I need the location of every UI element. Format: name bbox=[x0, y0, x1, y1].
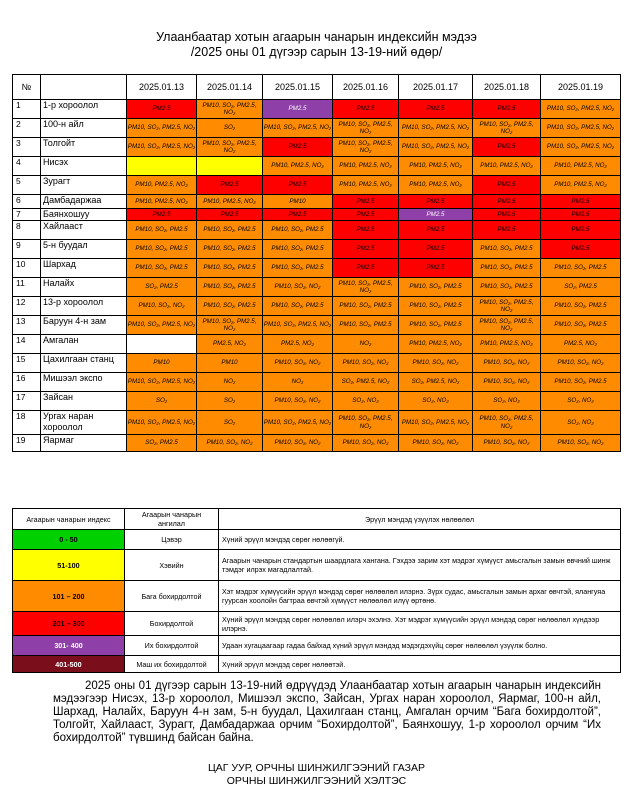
aqi-cell: PM10, SO₂, PM2.5, NO₂ bbox=[541, 138, 621, 157]
aqi-cell: PM10, SO₂, PM2.5 bbox=[399, 316, 473, 335]
aqi-cell: PM2.5, NO₂ bbox=[197, 335, 263, 354]
legend-class: Хэвийн bbox=[125, 550, 219, 581]
aqi-cell: PM10, SO₂, NO₂ bbox=[541, 354, 621, 373]
aqi-cell: PM10, SO₂, NO₂ bbox=[263, 278, 333, 297]
aqi-cell: PM10, PM2.5, NO₂ bbox=[127, 195, 197, 209]
legend-range: 101 – 200 bbox=[13, 581, 125, 612]
aqi-cell: PM10 bbox=[263, 195, 333, 209]
table-row bbox=[13, 435, 621, 452]
legend-range: 301- 400 bbox=[13, 636, 125, 656]
aqi-cell: PM10, SO₂, PM2.5, NO₂ bbox=[263, 119, 333, 138]
station-name: Толгойт bbox=[41, 138, 127, 157]
aqi-cell: PM2.5 bbox=[541, 240, 621, 259]
aqi-cell: PM10, SO₂, PM2.5, NO₂ bbox=[263, 316, 333, 335]
aqi-cell: PM10, SO₂, PM2.5, NO₂ bbox=[263, 411, 333, 435]
aqi-cell: PM2.5 bbox=[399, 259, 473, 278]
legend-effect: Хүний эрүүл мэндэд сөрөг нөлөөлөл илэрч эхэлнэ. Хэт мэдрэг хүмүүсийн эрүүл мэндэд сөрөг нөлөөлөл хүндээр илэрнэ. bbox=[219, 612, 621, 636]
aqi-cell: PM2.5 bbox=[541, 195, 621, 209]
row-number: 12 bbox=[13, 297, 41, 316]
legend-range: 51-100 bbox=[13, 550, 125, 581]
aqi-cell: PM10, SO₂, PM2.5 bbox=[541, 316, 621, 335]
table-row bbox=[13, 138, 621, 157]
aqi-cell: PM10, SO₂, NO₂ bbox=[263, 354, 333, 373]
aqi-cell: PM10, SO₂, NO₂ bbox=[333, 354, 399, 373]
aqi-cell: PM2.5 bbox=[473, 221, 541, 240]
row-number: 15 bbox=[13, 354, 41, 373]
aqi-cell: PM10, SO₂, PM2.5 bbox=[541, 259, 621, 278]
aqi-cell: SO₂, PM2.5 bbox=[127, 435, 197, 452]
aqi-cell: PM10, SO₂, NO₂ bbox=[399, 435, 473, 452]
aqi-cell: PM10, SO₂, PM2.5, NO₂ bbox=[473, 119, 541, 138]
aqi-cell: PM2.5 bbox=[127, 100, 197, 119]
aqi-cell: PM10, SO₂, PM2.5 bbox=[127, 259, 197, 278]
aqi-cell: PM10, SO₂, PM2.5 bbox=[399, 297, 473, 316]
legend-class: Бохирдолтой bbox=[125, 612, 219, 636]
aqi-cell: PM10, SO₂, PM2.5, NO₂ bbox=[127, 373, 197, 392]
row-number: 8 bbox=[13, 221, 41, 240]
row-number: 14 bbox=[13, 335, 41, 354]
aqi-cell: PM10, PM2.5, NO₂ bbox=[399, 176, 473, 195]
aqi-cell: PM10, SO₂, PM2.5, NO₂ bbox=[541, 119, 621, 138]
aqi-cell: PM2.5 bbox=[399, 209, 473, 221]
legend-effect: Удаан хугацаагаар гадаа байхад хүний эрүүл мэндэд мэдэгдэхүйц сөрөг нөлөөлөл үзүүлж болно. bbox=[219, 636, 621, 656]
aqi-cell: PM2.5 bbox=[541, 209, 621, 221]
aqi-cell bbox=[127, 157, 197, 176]
aqi-cell: PM10, SO₂, NO₂ bbox=[541, 435, 621, 452]
aqi-cell: PM10, SO₂, PM2.5 bbox=[127, 240, 197, 259]
row-number: 1 bbox=[13, 100, 41, 119]
aqi-cell: SO₂ bbox=[197, 119, 263, 138]
aqi-cell bbox=[127, 335, 197, 354]
aqi-cell: PM10, PM2.5, NO₂ bbox=[197, 195, 263, 209]
aqi-cell: SO₂ bbox=[127, 392, 197, 411]
aqi-cell: PM10, SO₂, PM2.5, NO₂ bbox=[399, 411, 473, 435]
aqi-cell: NO₂ bbox=[263, 373, 333, 392]
aqi-cell: PM10, SO₂, PM2.5 bbox=[263, 240, 333, 259]
table-row bbox=[13, 259, 621, 278]
aqi-cell: PM2.5 bbox=[197, 176, 263, 195]
table-row bbox=[13, 157, 621, 176]
aqi-cell: PM10, SO₂, PM2.5 bbox=[197, 221, 263, 240]
aqi-cell: PM10, SO₂, PM2.5 bbox=[197, 278, 263, 297]
aqi-cell: SO₂ bbox=[197, 411, 263, 435]
aqi-cell: PM10, SO₂, PM2.5 bbox=[399, 278, 473, 297]
aqi-cell: PM10, SO₂, NO₂ bbox=[473, 354, 541, 373]
aqi-cell: PM10, SO₂, PM2.5 bbox=[197, 297, 263, 316]
aqi-cell: PM2.5 bbox=[333, 195, 399, 209]
legend-table bbox=[12, 508, 621, 673]
row-number: 13 bbox=[13, 316, 41, 335]
summary-text: 2025 оны 01 дүгээр сарын 13-19-ний өдрүүдэд Улаанбаатар хотын агаарын чанарын индексийн мэдээгээр Нисэх, 13-р хороолол, Мишээл экспо, Зайсан, Ургах наран хороолол, Яармаг, 100-н айл, Шархад, Налайх, Баруун 4-н зам, 5-н буудал, Цахилгаан станц, Амгалан орчим “Бага бохирдолтой”, Толгойт, Хайлааст, Зурагт, Дамбадаржаа орчим “Бохирдолтой”, Баянхошуу, 1-р хороолол орчим “Их бохирдолтой” түвшинд байсан байна. bbox=[53, 680, 601, 744]
aqi-cell: SO₂, NO₂ bbox=[541, 411, 621, 435]
aqi-cell: PM10, SO₂, PM2.5 bbox=[127, 221, 197, 240]
footer-line-2: ОРЧНЫ ШИНЖИЛГЭЭНИЙ ХЭЛТЭС bbox=[226, 775, 407, 787]
station-name: 1-р хороолол bbox=[41, 100, 127, 119]
aqi-cell: PM10, SO₂, PM2.5, NO₂ bbox=[473, 411, 541, 435]
aqi-cell: PM2.5 bbox=[473, 100, 541, 119]
row-number: 10 bbox=[13, 259, 41, 278]
legend-range: 0 - 50 bbox=[13, 530, 125, 550]
aqi-cell: PM10, SO₂, NO₂ bbox=[127, 297, 197, 316]
station-name: 13-р хороолол bbox=[41, 297, 127, 316]
aqi-cell: PM2.5 bbox=[399, 195, 473, 209]
aqi-cell: SO₂, PM2.5, NO₂ bbox=[399, 373, 473, 392]
legend-body bbox=[13, 509, 621, 673]
legend-header-index: Агаарын чанарын индекс bbox=[13, 509, 125, 530]
date-header: 2025.01.15 bbox=[263, 75, 333, 100]
aqi-cell: PM10, SO₂, NO₂ bbox=[263, 392, 333, 411]
table-row bbox=[13, 100, 621, 119]
aqi-cell: PM2.5 bbox=[263, 138, 333, 157]
aqi-cell: PM2.5 bbox=[263, 176, 333, 195]
aqi-cell: PM10, SO₂, NO₂ bbox=[333, 435, 399, 452]
aqi-cell: PM2.5 bbox=[399, 240, 473, 259]
aqi-cell: PM10, SO₂, PM2.5, NO₂ bbox=[541, 100, 621, 119]
aqi-cell: PM10, SO₂, NO₂ bbox=[473, 435, 541, 452]
aqi-cell: PM10, PM2.5, NO₂ bbox=[333, 157, 399, 176]
date-header: 2025.01.19 bbox=[541, 75, 621, 100]
legend-effect: Агаарын чанарын стандартын шаардлага хангана. Гэхдээ зарим хэт мэдрэг хүмүүст амьсгалын замын өвчний шинж тэмдэг илрэх магадлалтай. bbox=[219, 550, 621, 581]
table-row bbox=[13, 354, 621, 373]
legend-effect: Хүний эрүүл мэндэд сөрөг нөлөөгүй. bbox=[219, 530, 621, 550]
row-number: 18 bbox=[13, 411, 41, 435]
table-row bbox=[13, 316, 621, 335]
legend-class: Цэвэр bbox=[125, 530, 219, 550]
aqi-cell: PM10, SO₂, PM2.5 bbox=[333, 316, 399, 335]
row-number: 16 bbox=[13, 373, 41, 392]
aqi-cell: PM10, SO₂, NO₂ bbox=[399, 354, 473, 373]
report-title bbox=[0, 30, 633, 60]
legend-row bbox=[13, 656, 621, 673]
aqi-cell: SO₂, PM2.5 bbox=[127, 278, 197, 297]
legend-range: 201 – 300 bbox=[13, 612, 125, 636]
aqi-cell: NO₂ bbox=[197, 373, 263, 392]
row-number: 4 bbox=[13, 157, 41, 176]
aqi-cell: PM2.5 bbox=[197, 209, 263, 221]
legend-header-class: Агаарын чанарын ангилал bbox=[125, 509, 219, 530]
aqi-cell: PM10, SO₂, PM2.5, NO₂ bbox=[473, 297, 541, 316]
footer bbox=[0, 762, 633, 788]
table-row bbox=[13, 297, 621, 316]
station-name: Шархад bbox=[41, 259, 127, 278]
aqi-cell: PM2.5 bbox=[333, 100, 399, 119]
footer-line-1: ЦАГ УУР, ОРЧНЫ ШИНЖИЛГЭЭНИЙ ГАЗАР bbox=[207, 762, 425, 774]
aqi-cell: SO₂, PM2.5, NO₂ bbox=[333, 373, 399, 392]
aqi-cell: PM10, SO₂, NO₂ bbox=[263, 435, 333, 452]
aqi-cell bbox=[197, 157, 263, 176]
aqi-cell: PM2.5 bbox=[473, 195, 541, 209]
legend-class: Бага бохирдолтой bbox=[125, 581, 219, 612]
aqi-cell: PM10, SO₂, PM2.5 bbox=[541, 297, 621, 316]
table-row bbox=[13, 335, 621, 354]
aqi-cell: PM10, SO₂, PM2.5 bbox=[263, 221, 333, 240]
aqi-cell: PM10, SO₂, PM2.5 bbox=[473, 278, 541, 297]
aqi-cell: PM10, PM2.5, NO₂ bbox=[399, 335, 473, 354]
aqi-cell: PM10, SO₂, PM2.5, NO₂ bbox=[197, 316, 263, 335]
row-number: 6 bbox=[13, 195, 41, 209]
table-row bbox=[13, 373, 621, 392]
aqi-cell: PM10, PM2.5, NO₂ bbox=[473, 335, 541, 354]
station-name: Амгалан bbox=[41, 335, 127, 354]
row-number: 19 bbox=[13, 435, 41, 452]
aqi-cell: PM10, SO₂, PM2.5, NO₂ bbox=[333, 411, 399, 435]
legend-row bbox=[13, 612, 621, 636]
aqi-cell: PM10, SO₂, NO₂ bbox=[197, 435, 263, 452]
aqi-cell: SO₂ bbox=[197, 392, 263, 411]
aqi-cell: PM2.5 bbox=[473, 209, 541, 221]
aqi-cell: PM10, PM2.5, NO₂ bbox=[263, 157, 333, 176]
table-row bbox=[13, 278, 621, 297]
legend-row bbox=[13, 550, 621, 581]
date-header: 2025.01.13 bbox=[127, 75, 197, 100]
aqi-cell: PM10, SO₂, PM2.5 bbox=[197, 240, 263, 259]
aqi-cell: PM10, SO₂, NO₂ bbox=[473, 373, 541, 392]
aqi-cell: PM10, SO₂, PM2.5, NO₂ bbox=[333, 278, 399, 297]
table-row bbox=[13, 411, 621, 435]
legend-row bbox=[13, 530, 621, 550]
aqi-cell: PM2.5 bbox=[263, 100, 333, 119]
legend-effect: Хүний эрүүл мэндэд сөрөг нөлөөтэй. bbox=[219, 656, 621, 673]
title-line-2: /2025 оны 01 дүгээр сарын 13-19-ний өдөр/ bbox=[190, 45, 443, 59]
aqi-cell: PM10, SO₂, PM2.5, NO₂ bbox=[127, 138, 197, 157]
legend-row bbox=[13, 636, 621, 656]
summary-paragraph bbox=[53, 680, 601, 745]
aqi-cell: SO₂, NO₂ bbox=[399, 392, 473, 411]
station-name: 100-н айл bbox=[41, 119, 127, 138]
aqi-cell: PM10, SO₂, PM2.5, NO₂ bbox=[399, 119, 473, 138]
table-row bbox=[13, 221, 621, 240]
station-name: Зайсан bbox=[41, 392, 127, 411]
aqi-cell: PM10, PM2.5, NO₂ bbox=[473, 157, 541, 176]
aqi-cell: PM10, SO₂, PM2.5 bbox=[263, 297, 333, 316]
aqi-cell: PM2.5 bbox=[127, 209, 197, 221]
date-header: 2025.01.14 bbox=[197, 75, 263, 100]
aqi-cell: PM10, SO₂, PM2.5 bbox=[473, 259, 541, 278]
station-name: Хайлааст bbox=[41, 221, 127, 240]
legend-header-row bbox=[13, 509, 621, 530]
station-name: Нисэх bbox=[41, 157, 127, 176]
aqi-cell: PM10, PM2.5, NO₂ bbox=[399, 157, 473, 176]
date-header: 2025.01.17 bbox=[399, 75, 473, 100]
aqi-cell: SO₂, NO₂ bbox=[541, 392, 621, 411]
station-name: Цахилгаан станц bbox=[41, 354, 127, 373]
row-number: 2 bbox=[13, 119, 41, 138]
table-row bbox=[13, 240, 621, 259]
aqi-cell: PM10, PM2.5, NO₂ bbox=[333, 176, 399, 195]
aqi-cell: PM10, SO₂, PM2.5, NO₂ bbox=[197, 138, 263, 157]
station-name: Дамбадаржаа bbox=[41, 195, 127, 209]
aqi-cell: PM10, SO₂, PM2.5, NO₂ bbox=[473, 316, 541, 335]
aqi-cell: PM2.5 bbox=[333, 221, 399, 240]
aqi-cell: PM2.5, NO₂ bbox=[541, 335, 621, 354]
station-name: Ургах наран хороолол bbox=[41, 411, 127, 435]
table-row bbox=[13, 119, 621, 138]
table-row bbox=[13, 392, 621, 411]
aqi-cell: PM2.5, NO₂ bbox=[263, 335, 333, 354]
station-name: 5-н буудал bbox=[41, 240, 127, 259]
aqi-cell: PM10, SO₂, PM2.5, NO₂ bbox=[197, 100, 263, 119]
aqi-cell: PM10 bbox=[127, 354, 197, 373]
legend-row bbox=[13, 581, 621, 612]
aqi-cell: PM10, SO₂, PM2.5 bbox=[333, 297, 399, 316]
row-number: 5 bbox=[13, 176, 41, 195]
date-header: 2025.01.18 bbox=[473, 75, 541, 100]
aqi-cell: PM2.5 bbox=[399, 221, 473, 240]
table-row bbox=[13, 195, 621, 209]
aqi-cell: NO₂ bbox=[333, 335, 399, 354]
aqi-cell: PM2.5 bbox=[399, 100, 473, 119]
aqi-cell: PM10, PM2.5, NO₂ bbox=[127, 176, 197, 195]
aqi-cell: PM10, SO₂, PM2.5, NO₂ bbox=[127, 119, 197, 138]
aqi-cell: PM10, SO₂, PM2.5 bbox=[263, 259, 333, 278]
aqi-cell: PM10, PM2.5, NO₂ bbox=[541, 157, 621, 176]
aqi-cell: PM2.5 bbox=[333, 209, 399, 221]
aqi-cell: SO₂, PM2.5 bbox=[541, 278, 621, 297]
aqi-cell: PM10, SO₂, PM2.5 bbox=[473, 240, 541, 259]
table-row bbox=[13, 209, 621, 221]
aqi-cell: PM10 bbox=[197, 354, 263, 373]
title-line-1: Улаанбаатар хотын агаарын чанарын индексийн мэдээ bbox=[156, 30, 477, 44]
aqi-cell: PM2.5 bbox=[473, 138, 541, 157]
aqi-cell: PM2.5 bbox=[333, 240, 399, 259]
aqi-cell: PM2.5 bbox=[263, 209, 333, 221]
table-header-row bbox=[13, 75, 621, 100]
row-number: 11 bbox=[13, 278, 41, 297]
header-no: № bbox=[13, 75, 41, 100]
aqi-cell: PM10, SO₂, PM2.5, NO₂ bbox=[333, 119, 399, 138]
aqi-cell: PM10, SO₂, PM2.5 bbox=[541, 373, 621, 392]
row-number: 17 bbox=[13, 392, 41, 411]
station-name: Мишээл экспо bbox=[41, 373, 127, 392]
legend-class: Маш их бохирдолтой bbox=[125, 656, 219, 673]
aqi-cell: PM10, SO₂, PM2.5, NO₂ bbox=[127, 316, 197, 335]
aqi-cell: PM2.5 bbox=[333, 259, 399, 278]
station-name: Налайх bbox=[41, 278, 127, 297]
legend-class: Их бохирдолтой bbox=[125, 636, 219, 656]
station-name: Зурагт bbox=[41, 176, 127, 195]
station-name: Яармаг bbox=[41, 435, 127, 452]
aqi-cell: PM10, SO₂, PM2.5, NO₂ bbox=[399, 138, 473, 157]
aqi-cell: PM10, PM2.5, NO₂ bbox=[541, 176, 621, 195]
row-number: 7 bbox=[13, 209, 41, 221]
aqi-cell: PM10, SO₂, PM2.5, NO₂ bbox=[333, 138, 399, 157]
legend-range: 401-500 bbox=[13, 656, 125, 673]
aqi-cell: SO₂, NO₂ bbox=[333, 392, 399, 411]
header-blank bbox=[41, 75, 127, 100]
date-header: 2025.01.16 bbox=[333, 75, 399, 100]
aqi-cell: PM10, SO₂, PM2.5 bbox=[197, 259, 263, 278]
aqi-cell: SO₂, NO₂ bbox=[473, 392, 541, 411]
station-name: Баруун 4-н зам bbox=[41, 316, 127, 335]
legend-header-effect: Эрүүл мэндэд үзүүлэх нөлөөлөл bbox=[219, 509, 621, 530]
row-number: 3 bbox=[13, 138, 41, 157]
aqi-table bbox=[12, 74, 621, 452]
station-name: Баянхошуу bbox=[41, 209, 127, 221]
aqi-cell: PM2.5 bbox=[541, 221, 621, 240]
legend-effect: Хэт мэдрэг хүмүүсийн эрүүл мэндэд сөрөг нөлөөлөл илэрнэ. Зүрх судас, амьсгалын замын архаг өвчтэй, ялангуяа гуурсан хоолойн багтраа өвчтэй хүмүүст нөлөөлөл илүү өртөнө. bbox=[219, 581, 621, 612]
aqi-cell: PM2.5 bbox=[473, 176, 541, 195]
table-body bbox=[13, 100, 621, 452]
table-row bbox=[13, 176, 621, 195]
aqi-cell: PM10, SO₂, PM2.5, NO₂ bbox=[127, 411, 197, 435]
row-number: 9 bbox=[13, 240, 41, 259]
